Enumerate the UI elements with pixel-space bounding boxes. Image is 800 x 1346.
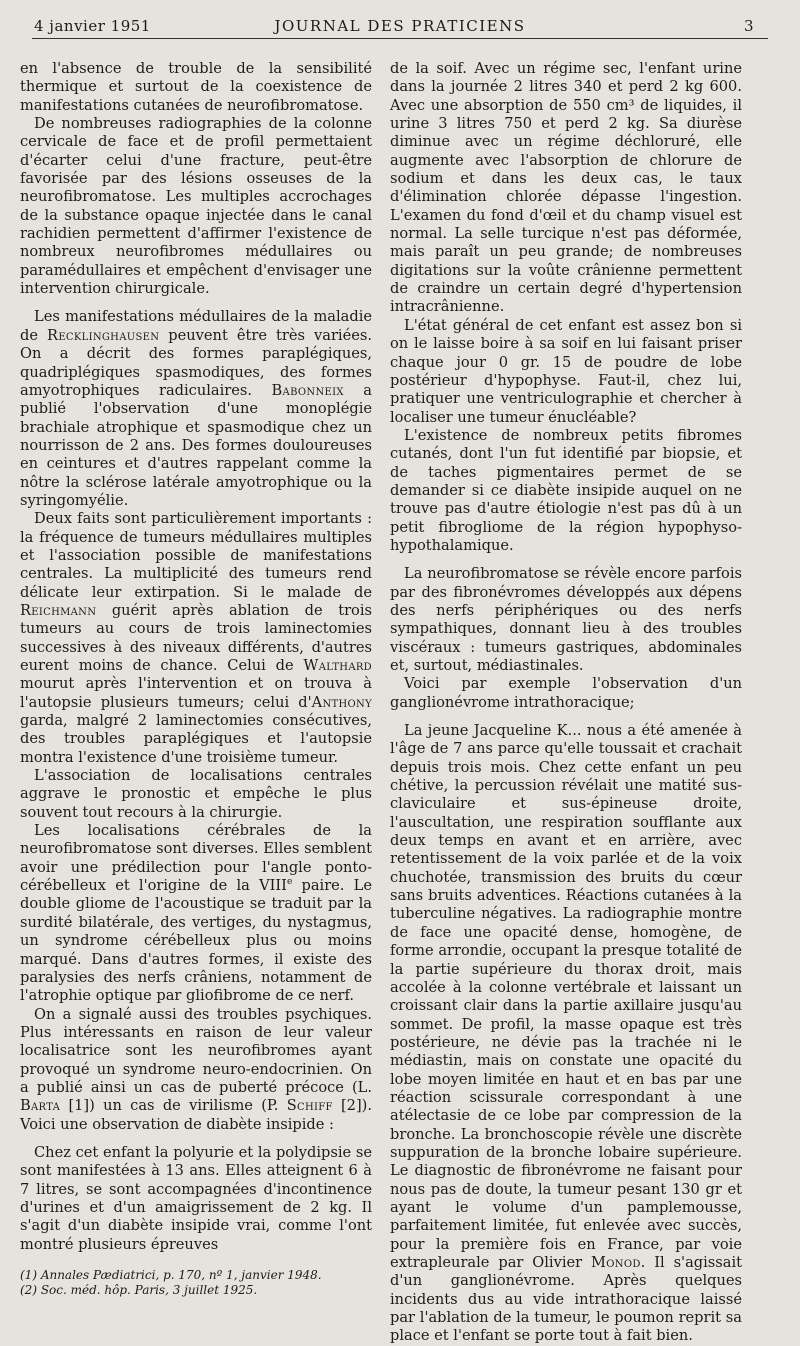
author-name: Babonneix: [271, 381, 344, 399]
author-name: Monod: [591, 1254, 641, 1271]
author-name: Walthard: [303, 657, 372, 674]
footnote: (2) Soc. méd. hôp. Paris, 3 juillet 1925.: [20, 1283, 258, 1297]
left-column: [20, 60, 372, 1298]
paragraph: On a signalé aussi des troubles psychiques. Plus intéressants en raison de leur valeur localisatrice sont les neurofibromes ayant provoqué un syndrome neuro-endocrinien. On a publié ainsi un cas de puberté précoce (L. Barta [1]) un cas de virilisme (P. Schiff [2]). Voici une observation de diabète insipide :: [20, 1005, 372, 1133]
author-name: Schiff: [286, 1097, 333, 1115]
author-name: Reichmann: [20, 601, 97, 619]
case-paragraph: Chez cet enfant la polyurie et la polydipsie se sont manifestées à 13 ans. Elles atteignent 6 à 7 litres, se sont accompagnées d'incontinence d'urines et d'un amaigrissement de 2 kg. Il s'agit d'un diabète insipide vrai, comme l'ont montré plusieurs épreuves: [20, 1143, 372, 1253]
footnotes: [20, 1268, 372, 1298]
header-date: 4 janvier 1951: [34, 17, 151, 35]
case-paragraph: La jeune Jacqueline K... nous a été amenée à l'âge de 7 ans parce qu'elle toussait et crachait depuis trois mois. Chez cette enfant un peu chétive, la percussion révélait une matité sus-claviculaire et sus-épineuse droite, l'auscultation, une respiration soufflante aux deux temps en avant et en arrière, avec retentissement de la voix parlée et de la voix chuchotée, transmission des bruits du cœur sans bruits adventices. Réactions cutanées à la tuberculine négatives. La radiographie montre de face une opacité dense, homogène, de forme arrondie, occupant la presque totalité de la partie supérieure du thorax droit, mais accolée à la colonne vertébrale et laissant un croissant clair dans la partie axillaire jusqu'au sommet. De profil, la masse opaque est très postérieure, ne dévie pas la trachée ni le médiastin, mais on constate une opacité du lobe moyen limitée en haut et en bas par une réaction scissurale correspondant à une atélectasie de ce lobe par compression de la bronche. La bronchoscopie révèle une discrète suppuration de la bronche lobaire supérieure. Le diagnostic de fibronévrome ne faisant pour nous pas de doute, la tumeur pesant 130 gr et ayant le volume d'un pamplemousse, parfaitement limitée, fut enlevée avec succès, pour la première fois en France, par voie extrapleurale par Olivier Monod. Il s'agissait d'un ganglionévrome. Après quelques incidents dus au vide intrathoracique laissé par l'ablation de la tumeur, le poumon reprit sa place et l'enfant se porte tout à fait bien.: [390, 722, 742, 1345]
paragraph: Voici par exemple l'observation d'un ganglionévrome intrathoracique;: [390, 675, 742, 711]
page-number: 3: [743, 17, 754, 35]
paragraph: L'état général de cet enfant est assez bon si on le laisse boire à sa soif en lui faisant priser chaque jour 0 gr. 15 de poudre de lobe postérieur d'hypophyse. Faut-il, chez lui, pratiquer une ventriculographie et chercher à localiser une tumeur énucléable?: [390, 316, 742, 426]
paragraph: La neurofibromatose se révèle encore parfois par des fibronévromes développés aux dépens des nerfs périphériques ou des nerfs sympathiques, donnant lieu à des troubles viscéraux : tumeurs gastriques, abdominales et, surtout, médiastinales.: [390, 565, 742, 674]
running-header: [32, 12, 768, 39]
paragraph: de la soif. Avec un régime sec, l'enfant urine dans la journée 2 litres 340 et perd 2 kg 600. Avec une absorption de 550 cm³ de liquides, il urine 3 litres 750 et perd 2 kg. Sa diurèse diminue avec un régime déchloruré, elle augmente avec l'absorption de chlorure de sodium et dans les deux cas, le taux d'élimination chlorée dépasse l'ingestion. L'examen du fond d'œil et du champ visuel est normal. La selle turcique n'est pas déformée, mais paraît un peu grande; de nombreuses digitations sur la voûte crânienne permettent de craindre un certain degré d'hypertension intracrânienne.: [390, 60, 742, 316]
paragraph: Deux faits sont particulièrement importants : la fréquence de tumeurs médullaires multiples et l'association possible de manifestations centrales. La multiplicité des tumeurs rend délicate leur extirpation. Si le malade de Reichmann guérit après ablation de trois tumeurs au cours de trois laminectomies successives à des niveaux différents, d'autres eurent moins de chance. Celui de Walthard mourut après l'intervention et on trouva à l'autopsie plusieurs tumeurs; celui d'Anthony garda, malgré 2 laminectomies consécutives, des troubles paraplégiques et l'autopsie montra l'existence d'une troisième tumeur.: [20, 510, 372, 766]
paragraph: en l'absence de trouble de la sensibilité thermique et surtout de la coexistence de manifestations cutanées de neurofibromatose.: [20, 60, 372, 114]
footnote: (1) Annales Pædiatrici, p. 170, nº 1, janvier 1948.: [20, 1268, 322, 1282]
paragraph: De nombreuses radiographies de la colonne cervicale de face et de profil permettaient d'écarter celui d'une fracture, peut-être favorisée par des lésions osseuses de la neurofibromatose. Les multiples accrochages de la substance opaque injectée dans le canal rachidien permettent d'affirmer l'existence de nombreux neurofibromes médullaires ou paramédullaires et empêchent d'envisager une intervention chirurgicale.: [20, 115, 372, 298]
paragraph: Les manifestations médullaires de la maladie de Recklinghausen peuvent être très variées. On a décrit des formes paraplégiques, quadriplégiques spasmodiques, des formes amyotrophiques radiculaires. Babonneix a publié l'observation d'une monoplégie brachiale atrophique et spasmodique chez un nourrisson de 2 ans. Des formes douloureuses en ceintures et d'autres rappelant comme la nôtre la sclérose latérale amyotrophique ou la syringomyélie.: [20, 308, 372, 509]
right-column: [390, 60, 742, 1346]
author-name: Recklinghausen: [47, 326, 160, 344]
author-name: Anthony: [311, 693, 372, 711]
author-name: Barta: [20, 1097, 61, 1115]
paragraph: L'association de localisations centrales aggrave le pronostic et empêche le plus souvent tout recours à la chirurgie.: [20, 767, 372, 821]
paragraph: L'existence de nombreux petits fibromes cutanés, dont l'un fut identifié par biopsie, et de taches pigmentaires permet de se demander si ce diabète insipide auquel on ne trouve pas d'autre étiologie n'est pas dû à un petit fibrogliome de la région hypophyso-hypothalamique.: [390, 426, 742, 554]
journal-title: JOURNAL DES PRATICIENS: [274, 17, 526, 35]
paragraph: Les localisations cérébrales de la neurofibromatose sont diverses. Elles semblent avoir une prédilection pour l'angle ponto-cérébelleux et l'origine de la VIIIe paire. Le double gliome de l'acoustique se traduit par la surdité bilatérale, des vertiges, du nystagmus, un syndrome cérébelleux plus ou moins marqué. Dans d'autres formes, il existe des paralysies des nerfs crâniens, notamment de l'atrophie optique par gliofibrome de ce nerf.: [20, 822, 372, 1005]
